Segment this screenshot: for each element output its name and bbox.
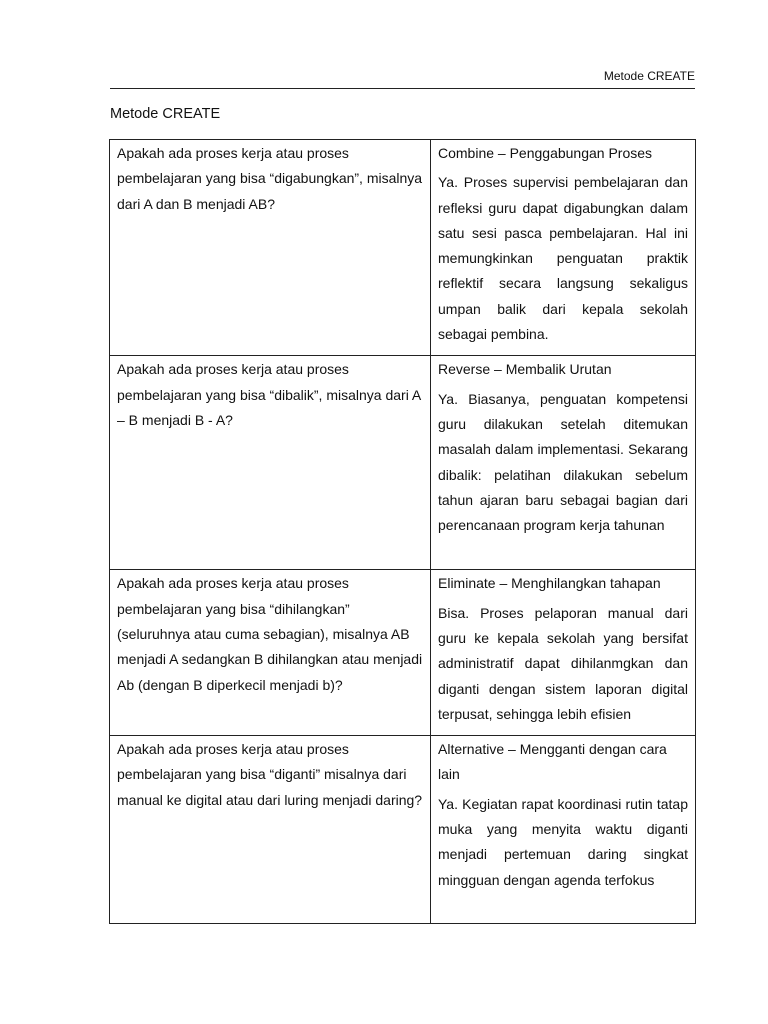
answer-heading: Eliminate – Menghilangkan tahapan [438, 575, 661, 592]
table-row [110, 356, 696, 570]
table-row [110, 736, 696, 924]
answer-cell [431, 736, 696, 924]
question-text: Apakah ada proses kerja atau proses pembelajaran yang bisa “dihilangkan” (seluruhnya atau cuma sebagian), misalnya AB menjadi A sedangkan B dihilangkan atau menjadi Ab (dengan B diperkecil menjadi b)? [117, 575, 423, 693]
header-rule [110, 88, 695, 89]
question-cell [110, 140, 431, 356]
question-text: Apakah ada proses kerja atau proses pembelajaran yang bisa “diganti” misalnya dari manual ke digital atau dari luring menjadi daring? [117, 741, 423, 808]
answer-body: Ya. Biasanya, penguatan kompetensi guru dilakukan setelah ditemukan masalah dalam implementasi. Sekarang dibalik: pelatihan dilakukan sebelum tahun ajaran baru sebagai bagian dari perencanaan program kerja tahunan [438, 390, 688, 534]
question-text: Apakah ada proses kerja atau proses pembelajaran yang bisa “dibalik”, misalnya dari A – B menjadi B - A? [117, 361, 421, 428]
document-title: Metode CREATE [110, 106, 221, 122]
answer-cell [431, 570, 696, 736]
running-header: Metode CREATE [603, 69, 695, 83]
answer-cell [431, 140, 696, 356]
question-text: Apakah ada proses kerja atau proses pembelajaran yang bisa “digabungkan”, misalnya dari A dan B menjadi AB? [117, 145, 423, 212]
answer-heading: Combine – Penggabungan Proses [438, 145, 653, 161]
answer-heading: Alternative – Mengganti dengan cara lain [438, 741, 667, 783]
question-cell [110, 736, 431, 924]
answer-body: Bisa. Proses pelaporan manual dari guru ke kepala sekolah yang bersifat administratif dapat dihilanmgkan dan diganti dengan sistem laporan digital terpusat, sehingga lebih efisien [438, 604, 688, 722]
answer-heading: Reverse – Membalik Urutan [438, 361, 612, 378]
question-cell [110, 570, 431, 736]
table-row [110, 570, 696, 736]
answer-cell [431, 356, 696, 570]
table-row [110, 140, 696, 356]
answer-body: Ya. Kegiatan rapat koordinasi rutin tatap muka yang menyita waktu diganti menjadi pertemuan daring singkat mingguan dengan agenda terfokus [438, 795, 688, 888]
answer-body: Ya. Proses supervisi pembelajaran dan refleksi guru dapat digabungkan dalam satu sesi pasca pembelajaran. Hal ini memungkinkan penguatan praktik reflektif secara langsung sekaligus umpan balik dari kepala sekolah sebagai pembina. [438, 174, 688, 343]
question-cell [110, 356, 431, 570]
create-method-table [109, 139, 696, 924]
